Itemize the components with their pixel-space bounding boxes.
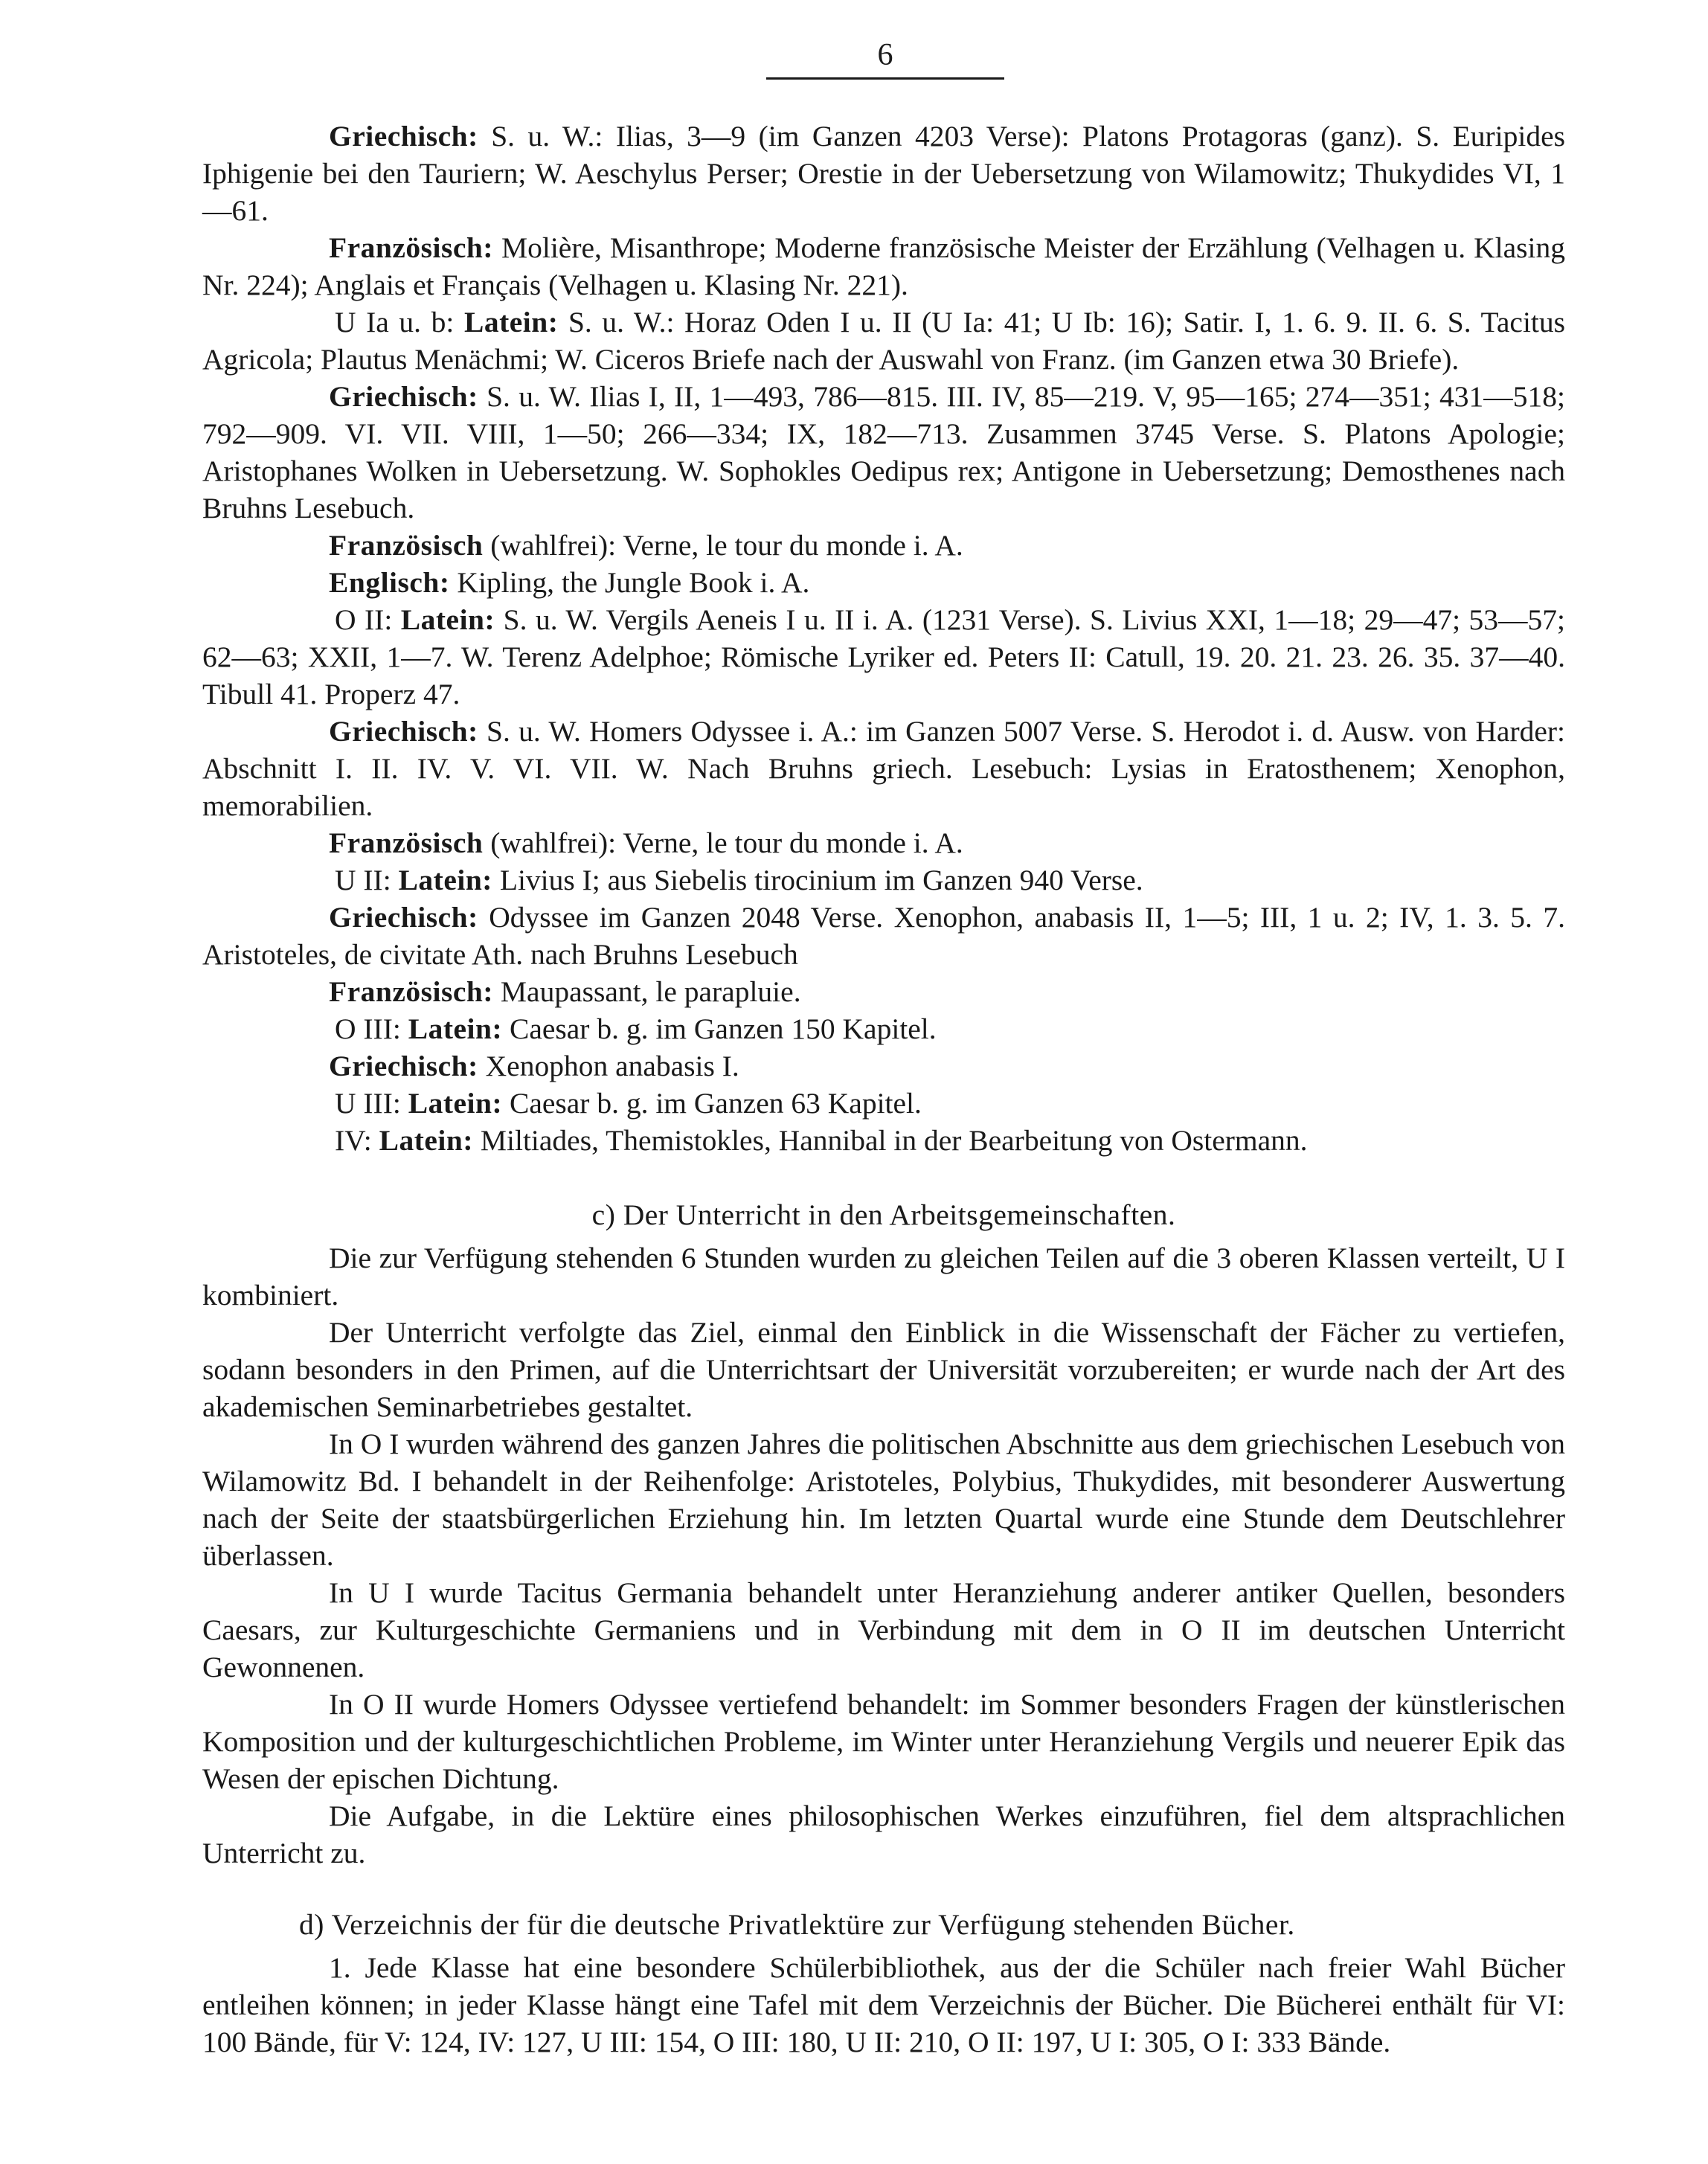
u3-latein	[202, 1085, 1565, 1122]
subject-label: Latein:	[379, 1124, 473, 1157]
subject-label: Griechisch:	[329, 715, 478, 748]
o2-latein	[202, 601, 1565, 713]
subject-label: Französisch	[329, 826, 484, 859]
u1-griechisch	[202, 378, 1565, 527]
o2-griechisch	[202, 713, 1565, 824]
reading-text: S. u. W.: Ilias, 3—9 (im Ganzen 4203 Verse): Platons Protagoras (ganz). S. Euripides Iphigenie bei den Tauriern; W. Aeschylus Perser; Orestie in der Uebersetzung von Wilamowitz; Thukydides VI, 1—61.	[202, 120, 1566, 227]
section-c-paragraph: In O II wurde Homers Odyssee vertiefend behandelt: im Sommer besonders Fragen der künstlerischen Komposition und der kulturgeschichtlichen Probleme, im Winter unter Heranziehung Vergils und neuerer Epik das Wesen der epischen Dichtung.	[202, 1688, 1565, 1795]
class-label: O II:	[335, 603, 393, 636]
reading-text: Xenophon anabasis I.	[485, 1050, 739, 1082]
subject-label: Latein:	[408, 1012, 503, 1045]
reading-text: S. u. W. Ilias I, II, 1—493, 786—815. III. IV, 85—219. V, 95—165; 274—351; 431—518; 792—909. VI. VII. VIII, 1—50; 266—334; IX, 182—713. Zusammen 3745 Verse. S. Platons Apologie; Aristophanes Wolken in Uebersetzung. W. Sophokles Oedipus rex; Antigone in Uebersetzung; Demosthenes nach Bruhns Lesebuch.	[202, 380, 1566, 524]
subject-label: Latein:	[463, 306, 559, 338]
class-label: U II:	[335, 864, 391, 896]
reading-text: Maupassant, le parapluie.	[500, 975, 801, 1008]
subject-label: Latein:	[408, 1087, 503, 1120]
u1-englisch	[202, 564, 1565, 601]
iv-latein	[202, 1122, 1565, 1159]
u1-latein	[202, 304, 1565, 378]
reading-text: S. u. W.: Horaz Oden I u. II (U Ia: 41; U Ib: 16); Satir. I, 1. 6. 9. II. 6. S. Tacitus Agricola; Plautus Menächmi; W. Ciceros Briefe nach der Auswahl von Franz. (im Ganzen etwa 30 Briefe).	[202, 306, 1566, 376]
subject-label: Griechisch:	[329, 901, 478, 934]
subject-label: Französisch:	[329, 231, 494, 264]
reading-text: S. u. W. Vergils Aeneis I u. II i. A. (1231 Verse). S. Livius XXI, 1—18; 29—47; 53—57; 62—63; XXII, 1—7. W. Terenz Adelphoe; Römische Lyriker ed. Peters II: Catull, 19. 20. 21. 23. 26. 35. 37—40. Tibull 41. Properz 47.	[202, 603, 1566, 710]
reading-text: Molière, Misanthrope; Moderne französische Meister der Erzählung (Velhagen u. Klasing Nr. 224); Anglais et Français (Velhagen u. Klasing Nr. 221).	[202, 231, 1565, 301]
reading-text: Miltiades, Themistokles, Hannibal in der Bearbeitung von Ostermann.	[480, 1124, 1308, 1157]
u1-franzoesisch	[202, 527, 1565, 564]
page-number-rule	[766, 77, 1004, 80]
o1-griechisch	[202, 118, 1565, 229]
o3-griechisch	[202, 1047, 1565, 1085]
class-label: O III:	[335, 1012, 401, 1045]
section-c-paragraph: In U I wurde Tacitus Germania behandelt unter Heranziehung anderer antiker Quellen, besonders Caesars, zur Kulturgeschichte Germaniens und in Verbindung mit dem in O II im deutschen Unterricht Gewonnenen.	[202, 1576, 1565, 1683]
reading-text: S. u. W. Homers Odyssee i. A.: im Ganzen 5007 Verse. S. Herodot i. d. Ausw. von Harder: Abschnitt I. II. IV. V. VI. VII. W. Nach Bruhns griech. Lesebuch: Lysias in Eratosthenem; Xenophon, memorabilien.	[202, 715, 1566, 822]
reading-text: Caesar b. g. im Ganzen 63 Kapitel.	[509, 1087, 922, 1120]
section-c-paragraph: Die zur Verfügung stehenden 6 Stunden wurden zu gleichen Teilen auf die 3 oberen Klassen verteilt, U I kombiniert.	[202, 1242, 1565, 1311]
subject-label: Griechisch:	[329, 1050, 478, 1082]
section-d-paragraph: 1. Jede Klasse hat eine besondere Schülerbibliothek, aus der die Schüler nach freier Wahl Bücher entleihen können; in jeder Klasse hängt eine Tafel mit dem Verzeichnis der Bücher. Die Bücherei enthält für VI: 100 Bände, für V: 124, IV: 127, U III: 154, O III: 180, U II: 210, O II: 197, U I: 305, O I: 333 Bände.	[202, 1951, 1565, 2058]
subject-label: Latein:	[400, 603, 495, 636]
subject-label: Griechisch:	[329, 380, 478, 413]
u2-latein	[202, 861, 1565, 899]
subject-label: Französisch:	[329, 975, 494, 1008]
subject-label: Englisch:	[329, 566, 450, 599]
section-c-paragraph: Der Unterricht verfolgte das Ziel, einmal den Einblick in die Wissenschaft der Fächer zu vertiefen, sodann besonders in den Primen, auf die Unterrichtsart der Universität vorzubereiten; er wurde nach der Art des akademischen Seminarbetriebes gestaltet.	[202, 1316, 1565, 1423]
reading-text: Caesar b. g. im Ganzen 150 Kapitel.	[509, 1012, 937, 1045]
class-label: U III:	[335, 1087, 401, 1120]
reading-text: (wahlfrei): Verne, le tour du monde i. A.	[490, 826, 963, 859]
class-label: IV:	[335, 1124, 372, 1157]
o1-franzoesisch	[202, 229, 1565, 304]
o2-franzoesisch	[202, 824, 1565, 861]
section-d-heading: d) Verzeichnis der für die deutsche Privatlektüre zur Verfügung stehenden Bücher.	[299, 1908, 1295, 1941]
body-text	[202, 118, 1565, 2061]
section-c-paragraph: Die Aufgabe, in die Lektüre eines philosophischen Werkes einzuführen, fiel dem altsprachlichen Unterricht zu.	[202, 1799, 1565, 1869]
subject-label: Französisch	[329, 529, 484, 562]
reading-text: Kipling, the Jungle Book i. A.	[457, 566, 810, 599]
page-number: 6	[877, 38, 893, 72]
reading-text: Odyssee im Ganzen 2048 Verse. Xenophon, anabasis II, 1—5; III, 1 u. 2; IV, 1. 3. 5. 7. Aristoteles, de civitate Ath. nach Bruhns Lesebuch	[202, 901, 1565, 971]
subject-label: Latein:	[398, 864, 492, 896]
section-c-paragraph: In O I wurden während des ganzen Jahres die politischen Abschnitte aus dem griechischen Lesebuch von Wilamowitz Bd. I behandelt in der Reihenfolge: Aristoteles, Polybius, Thukydides, mit besonderer Auswertung nach der Seite der staatsbürgerlichen Erziehung hin. Im letzten Quartal wurde eine Stunde dem Deutschlehrer überlassen.	[202, 1428, 1565, 1572]
reading-text: (wahlfrei): Verne, le tour du monde i. A.	[490, 529, 963, 562]
u2-franzoesisch	[202, 973, 1565, 1010]
class-label: U Ia u. b:	[335, 306, 455, 338]
u2-griechisch	[202, 899, 1565, 973]
section-c-heading: c) Der Unterricht in den Arbeitsgemeinschaften.	[591, 1198, 1176, 1231]
subject-label: Griechisch:	[329, 120, 478, 152]
reading-text: Livius I; aus Siebelis tirocinium im Ganzen 940 Verse.	[499, 864, 1143, 896]
o3-latein	[202, 1010, 1565, 1047]
